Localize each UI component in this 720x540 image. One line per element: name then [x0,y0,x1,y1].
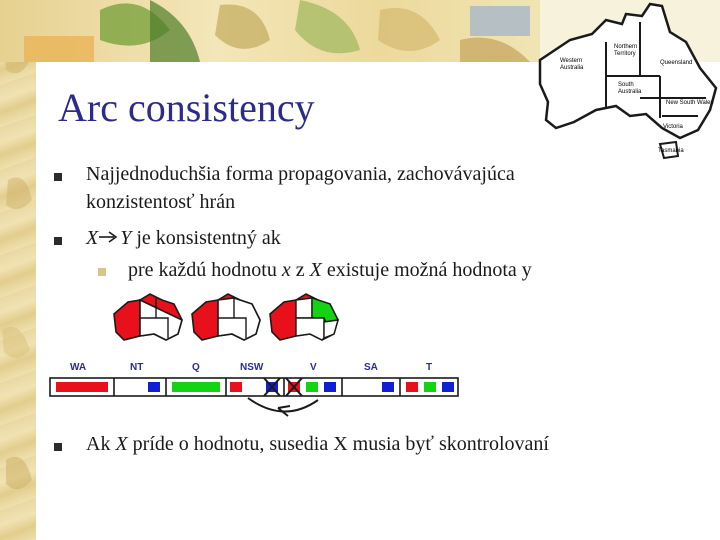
b3-text-a: Ak [86,433,116,455]
bullet-marker [54,173,62,181]
domain-nt-blue [148,382,160,392]
bullet-marker [54,443,62,451]
bullet-2-rest: je konsistentný ak [131,227,281,249]
mini-map-2 [192,294,260,340]
map-label-v: Victoria [663,124,683,130]
var-label-sa: SA [364,362,378,373]
domain-t-blue [442,382,454,392]
var-label-wa: WA [70,362,87,373]
var-label-nsw: NSW [240,362,264,373]
bullet-1-line-2: konzistentosť hrán [86,191,236,213]
domain-q-green [172,382,220,392]
domain-t-red [406,382,418,392]
map-label-q: Queensland [660,60,693,66]
slide-title: Arc consistency [58,85,315,130]
leaf-pattern [0,0,540,62]
map-label-wa-2: Australia [560,65,584,71]
domain-bar [50,378,458,396]
domain-sa-blue [382,382,394,392]
var-label-t: T [426,362,433,373]
domain-v-blue [324,382,336,392]
map-label-sa-2: Australia [618,89,642,95]
domain-t-green [424,382,436,392]
var-label-q: Q [192,362,200,373]
bullet-marker [54,237,62,245]
var-y: Y [120,227,132,249]
domain-v-green [306,382,318,392]
arc-line [248,398,318,412]
sub-var-x: x [281,259,291,281]
var-x: X [86,227,99,249]
sub-bullet-text [128,256,532,284]
arc-consistency-diagram [48,290,462,424]
map-label-sa-1: South [618,82,634,88]
domain-nsw-red [230,382,242,392]
b3-text-b: príde o hodnotu, susedia X musia byť skontrolovaní [127,433,549,455]
mini-map-1 [114,294,182,340]
bullet-1-line-1: Najjednoduchšia forma propagovania, zachovávajúca [86,163,515,185]
sub-bullet-marker [98,268,106,276]
arrow-icon [98,224,120,252]
leaf-decoration-left [0,0,36,540]
sub-var-X: X [309,259,322,281]
var-label-v: V [310,362,317,373]
sub-text-b: z [290,259,310,281]
sub-text-c: existuje možná hodnota y [321,259,532,281]
sub-text-a: pre každú hodnotu [128,259,282,281]
b3-var-x: X [115,433,128,455]
mini-map-3 [270,294,338,340]
map-label-nt-2: Territory [614,51,636,57]
australia-map-icon [530,2,718,160]
map-label-t: Tasmania [658,148,684,154]
decorative-banner [0,0,540,62]
var-label-nt: NT [130,362,144,373]
map-label-nt-1: Northern [614,44,638,50]
decorative-left-strip [0,0,36,540]
map-label-nsw: New South Wales [666,100,714,106]
map-label-wa-1: Western [560,58,583,64]
domain-wa-red [56,382,108,392]
bullet-3-text [86,430,549,458]
bullet-2-text [86,224,281,252]
